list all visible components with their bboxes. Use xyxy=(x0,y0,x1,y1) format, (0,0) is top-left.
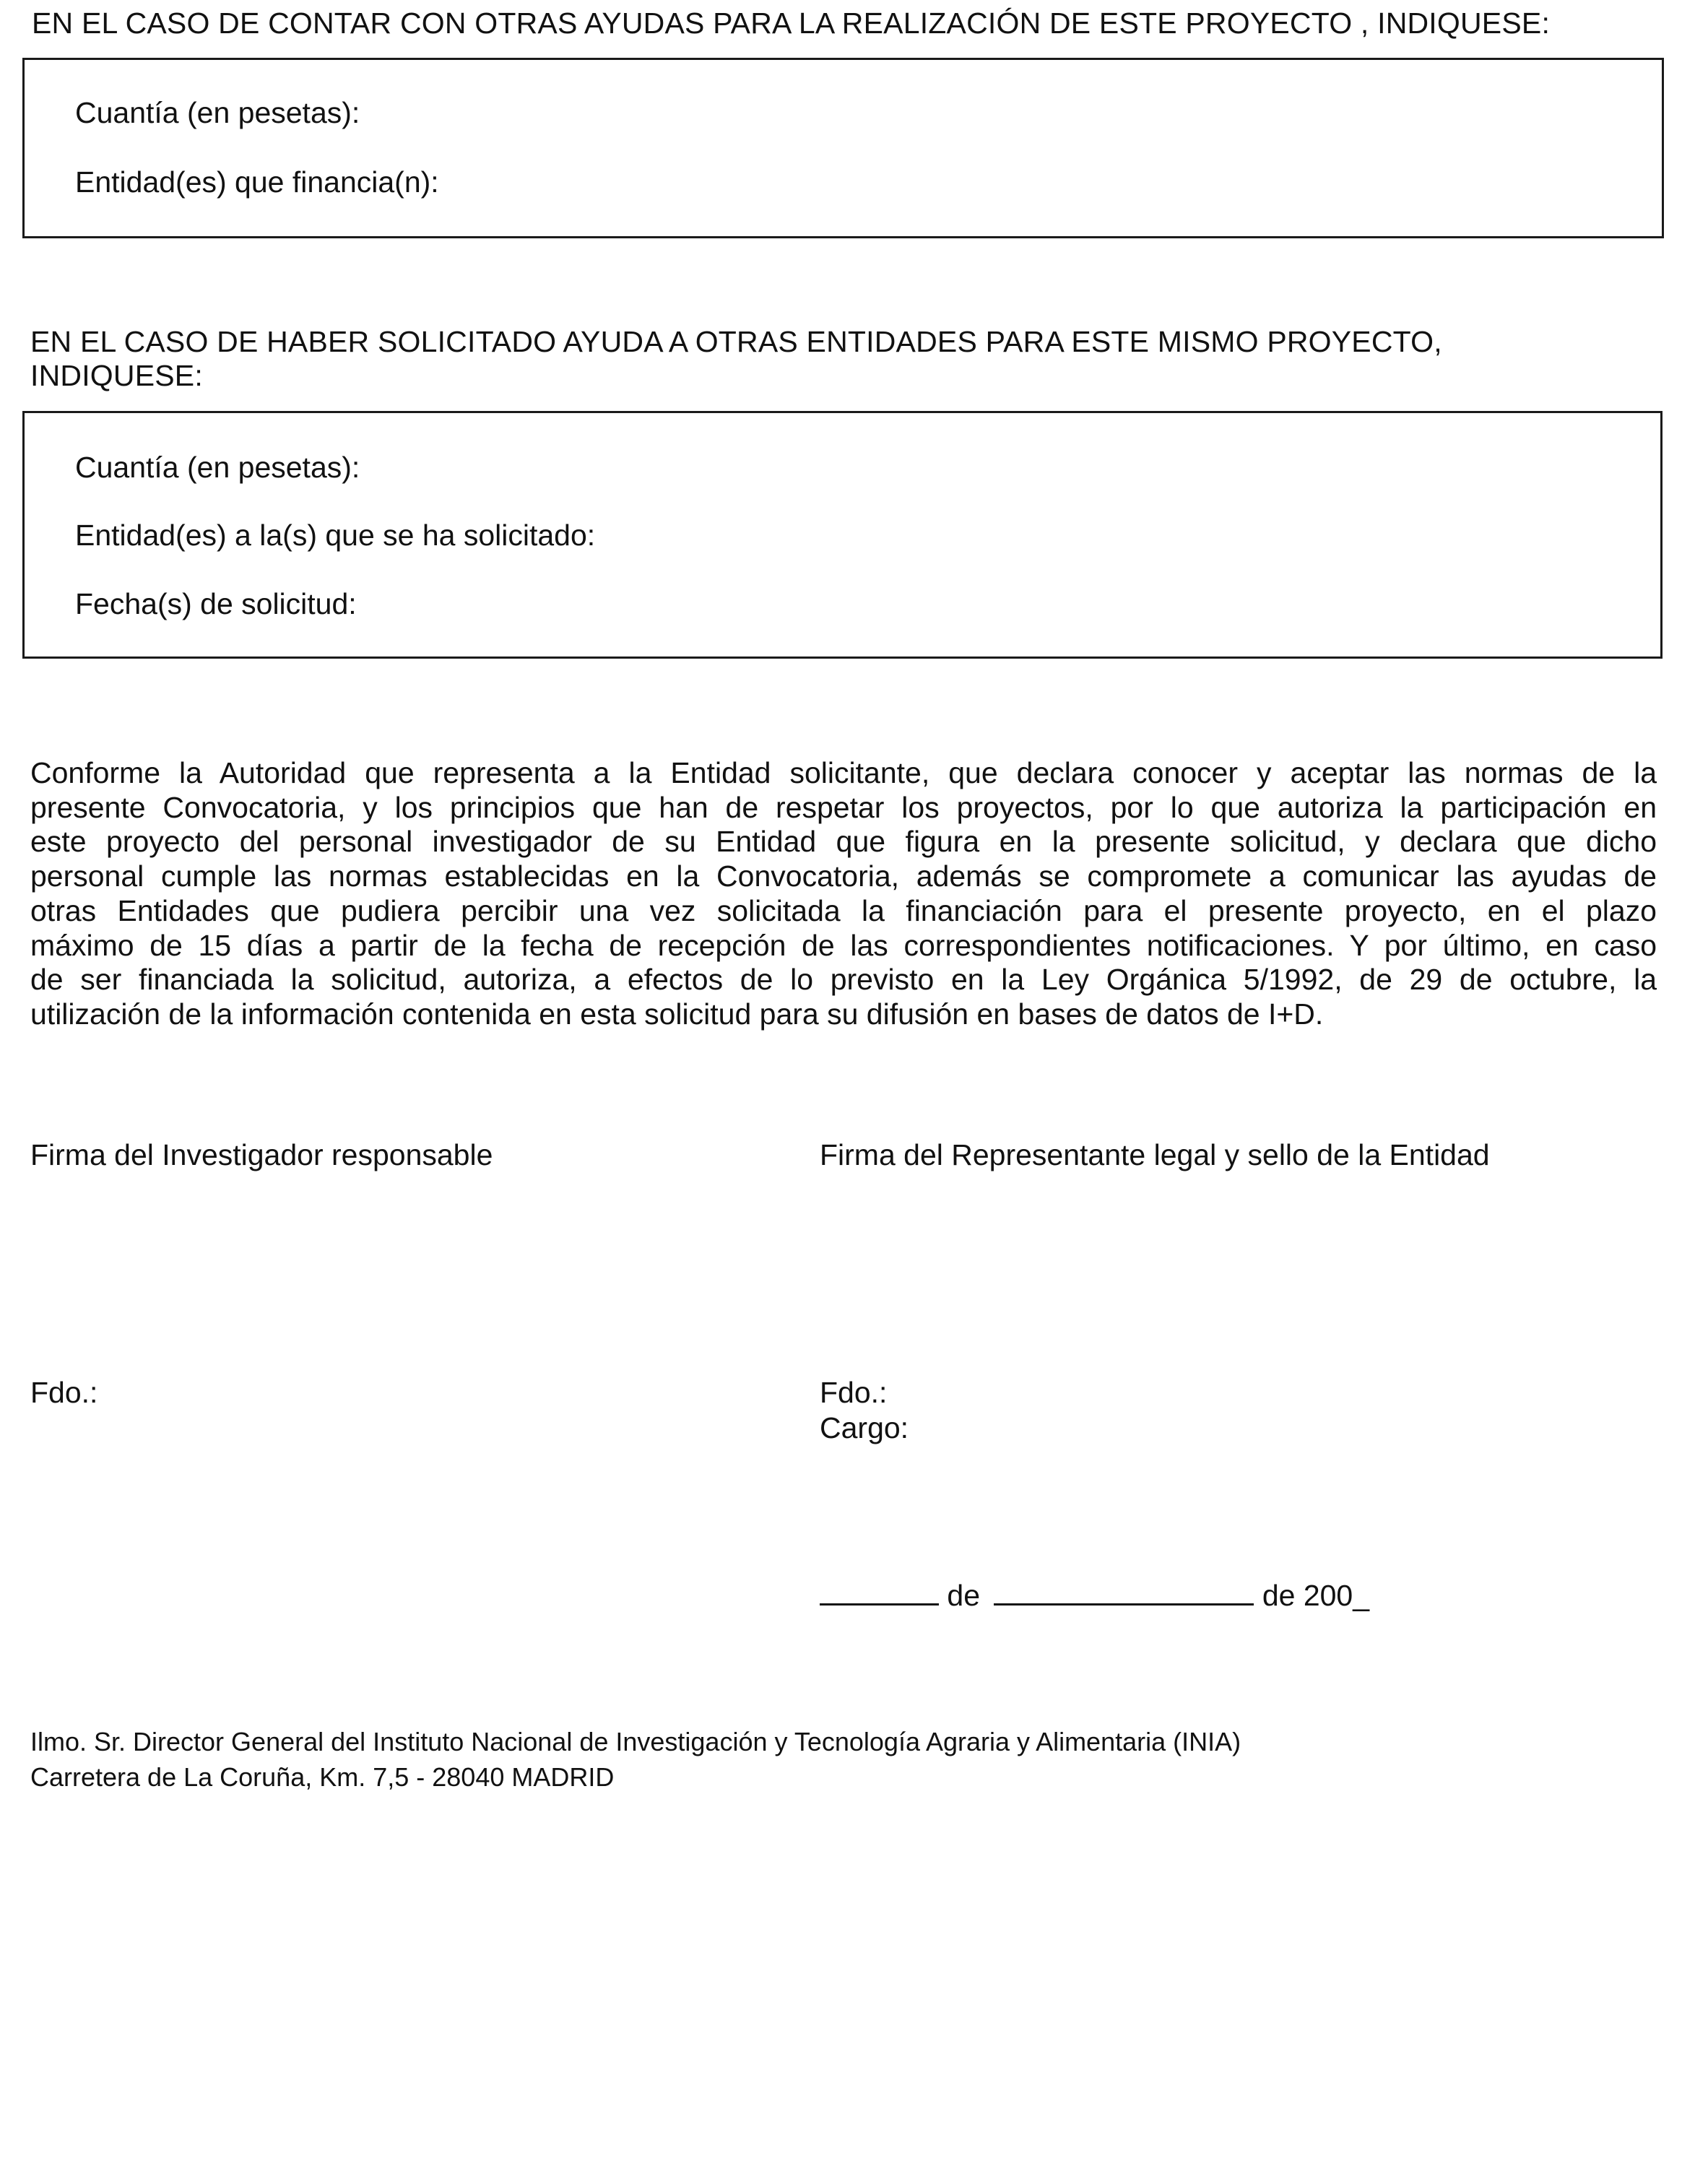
other-aid-amount-label: Cuantía (en pesetas): xyxy=(75,96,360,129)
declaration-line: personal cumple las normas establecidas en la Convocatoria, además se compromete a comunicar las ayudas de xyxy=(30,859,1657,893)
declaration-paragraph xyxy=(30,756,1657,1032)
other-aid-box xyxy=(22,58,1664,238)
requested-aid-box xyxy=(22,411,1663,659)
day-blank[interactable] xyxy=(820,1577,939,1606)
section-requested-aid-heading-line1: EN EL CASO DE HABER SOLICITADO AYUDA A OTRAS ENTIDADES PARA ESTE MISMO PROYECTO, xyxy=(30,325,1442,358)
date-year-label: de 200_ xyxy=(1262,1579,1370,1612)
requested-aid-entities-label: Entidad(es) a la(s) que se ha solicitado: xyxy=(75,519,596,552)
representative-cargo-label: Cargo: xyxy=(820,1411,909,1444)
requested-aid-amount-label: Cuantía (en pesetas): xyxy=(75,451,360,484)
declaration-line: de ser financiada la solicitud, autoriza, a efectos de lo previsto en la Ley Orgánica 5/1992, de 29 de octubre, la xyxy=(30,963,1657,997)
month-blank[interactable] xyxy=(994,1577,1254,1606)
other-aid-funding-entities-label: Entidad(es) que financia(n): xyxy=(75,165,439,199)
date-de-label: de xyxy=(947,1579,981,1612)
declaration-line: este proyecto del personal investigador de su Entidad que figura en la presente solicitud, y declara que dicho xyxy=(30,825,1657,859)
date-line xyxy=(820,1577,1369,1613)
declaration-line: otras Entidades que pudiera percibir una vez solicitada la financiación para el presente proyecto, en el plazo xyxy=(30,893,1657,927)
requested-aid-dates-label: Fecha(s) de solicitud: xyxy=(75,587,357,620)
representative-signature-label: Firma del Representante legal y sello de la Entidad xyxy=(820,1138,1490,1171)
declaration-line: Conforme la Autoridad que representa a la Entidad solicitante, que declara conocer y aceptar las normas de la xyxy=(30,756,1657,789)
section-requested-aid-heading-line2: INDIQUESE: xyxy=(30,359,203,392)
declaration-line: utilización de la información contenida en esta solicitud para su difusión en bases de datos de I+D. xyxy=(30,997,1324,1031)
footer-addressee: Ilmo. Sr. Director General del Instituto Nacional de Investigación y Tecnología Agraria y Alimentaria (INIA) xyxy=(30,1727,1241,1756)
footer-address: Carretera de La Coruña, Km. 7,5 - 28040 MADRID xyxy=(30,1762,615,1792)
investigator-signature-label: Firma del Investigador responsable xyxy=(30,1138,493,1171)
investigator-fdo-label: Fdo.: xyxy=(30,1376,98,1409)
declaration-line: presente Convocatoria, y los principios que han de respetar los proyectos, por lo que autoriza la participación en xyxy=(30,790,1657,824)
representative-fdo-label: Fdo.: xyxy=(820,1376,888,1409)
declaration-line: máximo de 15 días a partir de la fecha de recepción de las correspondientes notificaciones. Y por último, en caso xyxy=(30,928,1657,962)
section-other-aid-heading: EN EL CASO DE CONTAR CON OTRAS AYUDAS PARA LA REALIZACIÓN DE ESTE PROYECTO , INDIQUESE: xyxy=(32,6,1551,40)
